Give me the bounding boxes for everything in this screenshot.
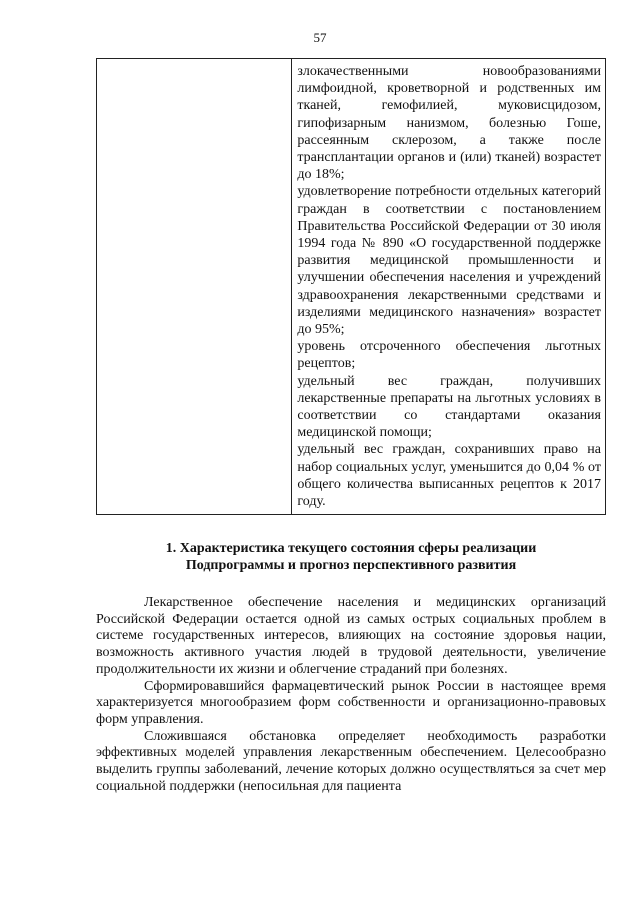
- indicator-item: удовлетворение потребности отдельных категорий граждан в соответствии с постановлением Правительства Российской Федерации от 30 июля 1994 года № 890 «О государственной поддержке развития медицинской промышленности и улучшении обеспечения населения и учреждений здравоохранения лекарственными средствами и изделиями медицинского назначения» возрастет до 95%;: [297, 184, 601, 338]
- indicator-item: уровень отсроченного обеспечения льготных рецептов;: [297, 339, 601, 372]
- indicator-item: злокачественными новообразованиями лимфоидной, кроветворной и родственных им тканей, гемофилией, муковисцидозом, гипофизарным нанизмом, болезнью Гоше, рассеянным склерозом, а также после трансплантации органов и (или) тканей) возрастет до 18%;: [297, 64, 601, 183]
- table-cell-empty: [97, 59, 292, 515]
- body-text: [96, 595, 606, 795]
- section-heading-line: Подпрограммы и прогноз перспективного развития: [185, 558, 517, 573]
- section-heading: [96, 540, 606, 574]
- paragraph: Лекарственное обеспечение населения и медицинских организаций Российской Федерации остается одной из самых острых социальных проблем в системе государственных интересов, влияющих на состояние здоровья нации, возможность активного участия людей в трудовой деятельности, увеличение продолжительности их жизни и облегчение страданий при болезнях.: [96, 595, 606, 677]
- paragraph: Сформировавшийся фармацевтический рынок России в настоящее время характеризуется многообразием форм собственности и организационно-правовых форм управления.: [96, 678, 606, 727]
- indicator-item: удельный вес граждан, сохранивших право на набор социальных услуг, уменьшится до 0,04 % от общего количества выписанных рецептов к 2017 году.: [297, 442, 601, 510]
- indicator-item: удельный вес граждан, получивших лекарственные препараты на льготных условиях в соответствии со стандартами оказания медицинской помощи;: [297, 373, 601, 441]
- section-heading-line: 1. Характеристика текущего состояния сферы реализации: [165, 541, 537, 556]
- table-cell-indicators: [292, 59, 606, 515]
- page-number: 57: [313, 30, 327, 45]
- indicators-table: [96, 58, 606, 515]
- table-row: [97, 59, 606, 515]
- paragraph: Сложившаяся обстановка определяет необходимость разработки эффективных моделей управления лекарственным обеспечением. Целесообразно выделить группы заболеваний, лечение которых должно осуществляться за счет мер социальной поддержки (непосильная для пациента: [96, 728, 606, 794]
